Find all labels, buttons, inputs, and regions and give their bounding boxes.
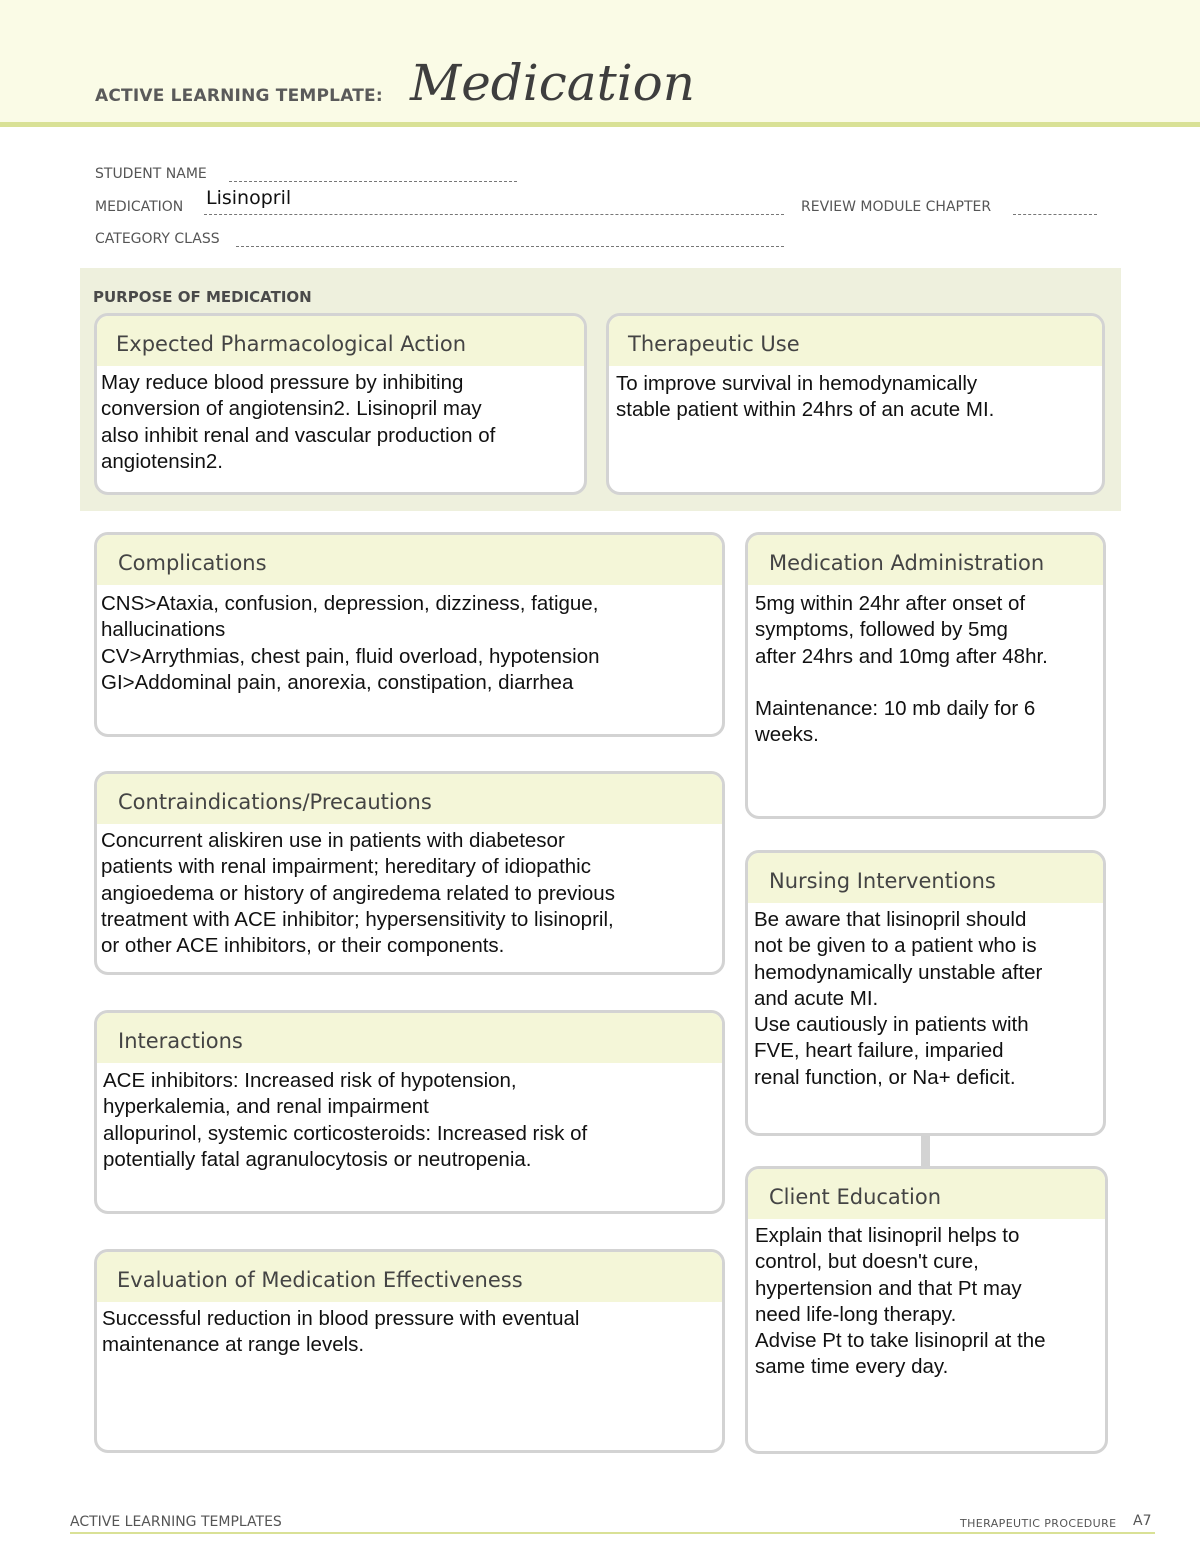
expected-action-card <box>94 313 587 495</box>
student-name-line[interactable] <box>229 181 517 182</box>
header-rule <box>0 122 1200 127</box>
administration-text-maintenance: Maintenance: 10 mb daily for 6 weeks. <box>755 696 1036 747</box>
category-class-label: CATEGORY CLASS <box>95 231 220 247</box>
therapeutic-use-card <box>606 313 1105 495</box>
therapeutic-use-title: Therapeutic Use <box>609 316 1102 366</box>
template-title: Medication <box>410 54 695 112</box>
nursing-card <box>745 850 1106 1136</box>
footer-rule <box>70 1532 1155 1534</box>
contraindications-card <box>94 771 725 975</box>
purpose-label: PURPOSE OF MEDICATION <box>93 288 312 306</box>
review-module-line[interactable] <box>1013 214 1097 215</box>
expected-action-text: May reduce blood pressure by inhibiting conversion of angiotensin2. Lisinopril may also inhibit renal and vascular production of angiotensin2. <box>101 371 496 473</box>
evaluation-text: Successful reduction in blood pressure with eventual maintenance at range levels. <box>102 1307 580 1357</box>
therapeutic-use-text: To improve survival in hemodynamically stable patient within 24hrs of an acute MI. <box>616 372 995 422</box>
contraindications-text: Concurrent aliskiren use in patients with diabetesor patients with renal impairment; hereditary of idiopathic angioedema or history of angiredema related to previous treatment with ACE inhibitor; hypersensitivity to lisinopril, or other ACE inhibitors, or their components. <box>101 829 615 958</box>
expected-action-title: Expected Pharmacological Action <box>97 316 584 366</box>
interactions-card <box>94 1010 725 1214</box>
evaluation-title: Evaluation of Medication Effectiveness <box>97 1252 722 1302</box>
nursing-title: Nursing Interventions <box>748 853 1103 903</box>
category-class-line[interactable] <box>236 246 784 247</box>
footer-page-number: A7 <box>1133 1513 1152 1529</box>
administration-spacer <box>755 670 1099 696</box>
review-module-label: REVIEW MODULE CHAPTER <box>801 199 992 215</box>
template-label: ACTIVE LEARNING TEMPLATE: <box>95 86 383 106</box>
connector-bar <box>921 1136 930 1166</box>
nursing-text: Be aware that lisinopril should not be given to a patient who is hemodynamically unstable after and acute MI. Use cautiously in patients with FVE, heart failure, imparied renal function, or Na+ deficit. <box>754 908 1043 1089</box>
education-title: Client Education <box>748 1169 1105 1219</box>
interactions-title: Interactions <box>97 1013 722 1063</box>
medication-label: MEDICATION <box>95 199 184 215</box>
interactions-text: ACE inhibitors: Increased risk of hypotension, hyperkalemia, and renal impairment allopurinol, systemic corticosteroids: Increased risk of potentially fatal agranulocytosis or neutropenia. <box>103 1069 588 1171</box>
student-name-label: STUDENT NAME <box>95 166 207 182</box>
evaluation-card <box>94 1249 725 1453</box>
complications-title: Complications <box>97 535 722 585</box>
footer-left: ACTIVE LEARNING TEMPLATES <box>70 1514 282 1530</box>
footer-right: THERAPEUTIC PROCEDURE <box>960 1517 1117 1530</box>
administration-text-dosing: 5mg within 24hr after onset of symptoms, followed by 5mg after 24hrs and 10mg after 48hr. <box>755 592 1048 668</box>
education-card <box>745 1166 1108 1454</box>
complications-card <box>94 532 725 737</box>
complications-text: CNS>Ataxia, confusion, depression, dizziness, fatigue, hallucinations CV>Arrythmias, chest pain, fluid overload, hypotension GI>Addominal pain, anorexia, constipation, diarrhea <box>101 592 600 694</box>
medication-value: Lisinopril <box>206 187 292 209</box>
administration-title: Medication Administration <box>748 535 1103 585</box>
contraindications-title: Contraindications/Precautions <box>97 774 722 824</box>
education-text: Explain that lisinopril helps to control, but doesn't cure, hypertension and that Pt may need life-long therapy. Advise Pt to take lisinopril at the same time every day. <box>755 1224 1046 1379</box>
medication-line[interactable] <box>204 214 784 215</box>
administration-card <box>745 532 1106 819</box>
